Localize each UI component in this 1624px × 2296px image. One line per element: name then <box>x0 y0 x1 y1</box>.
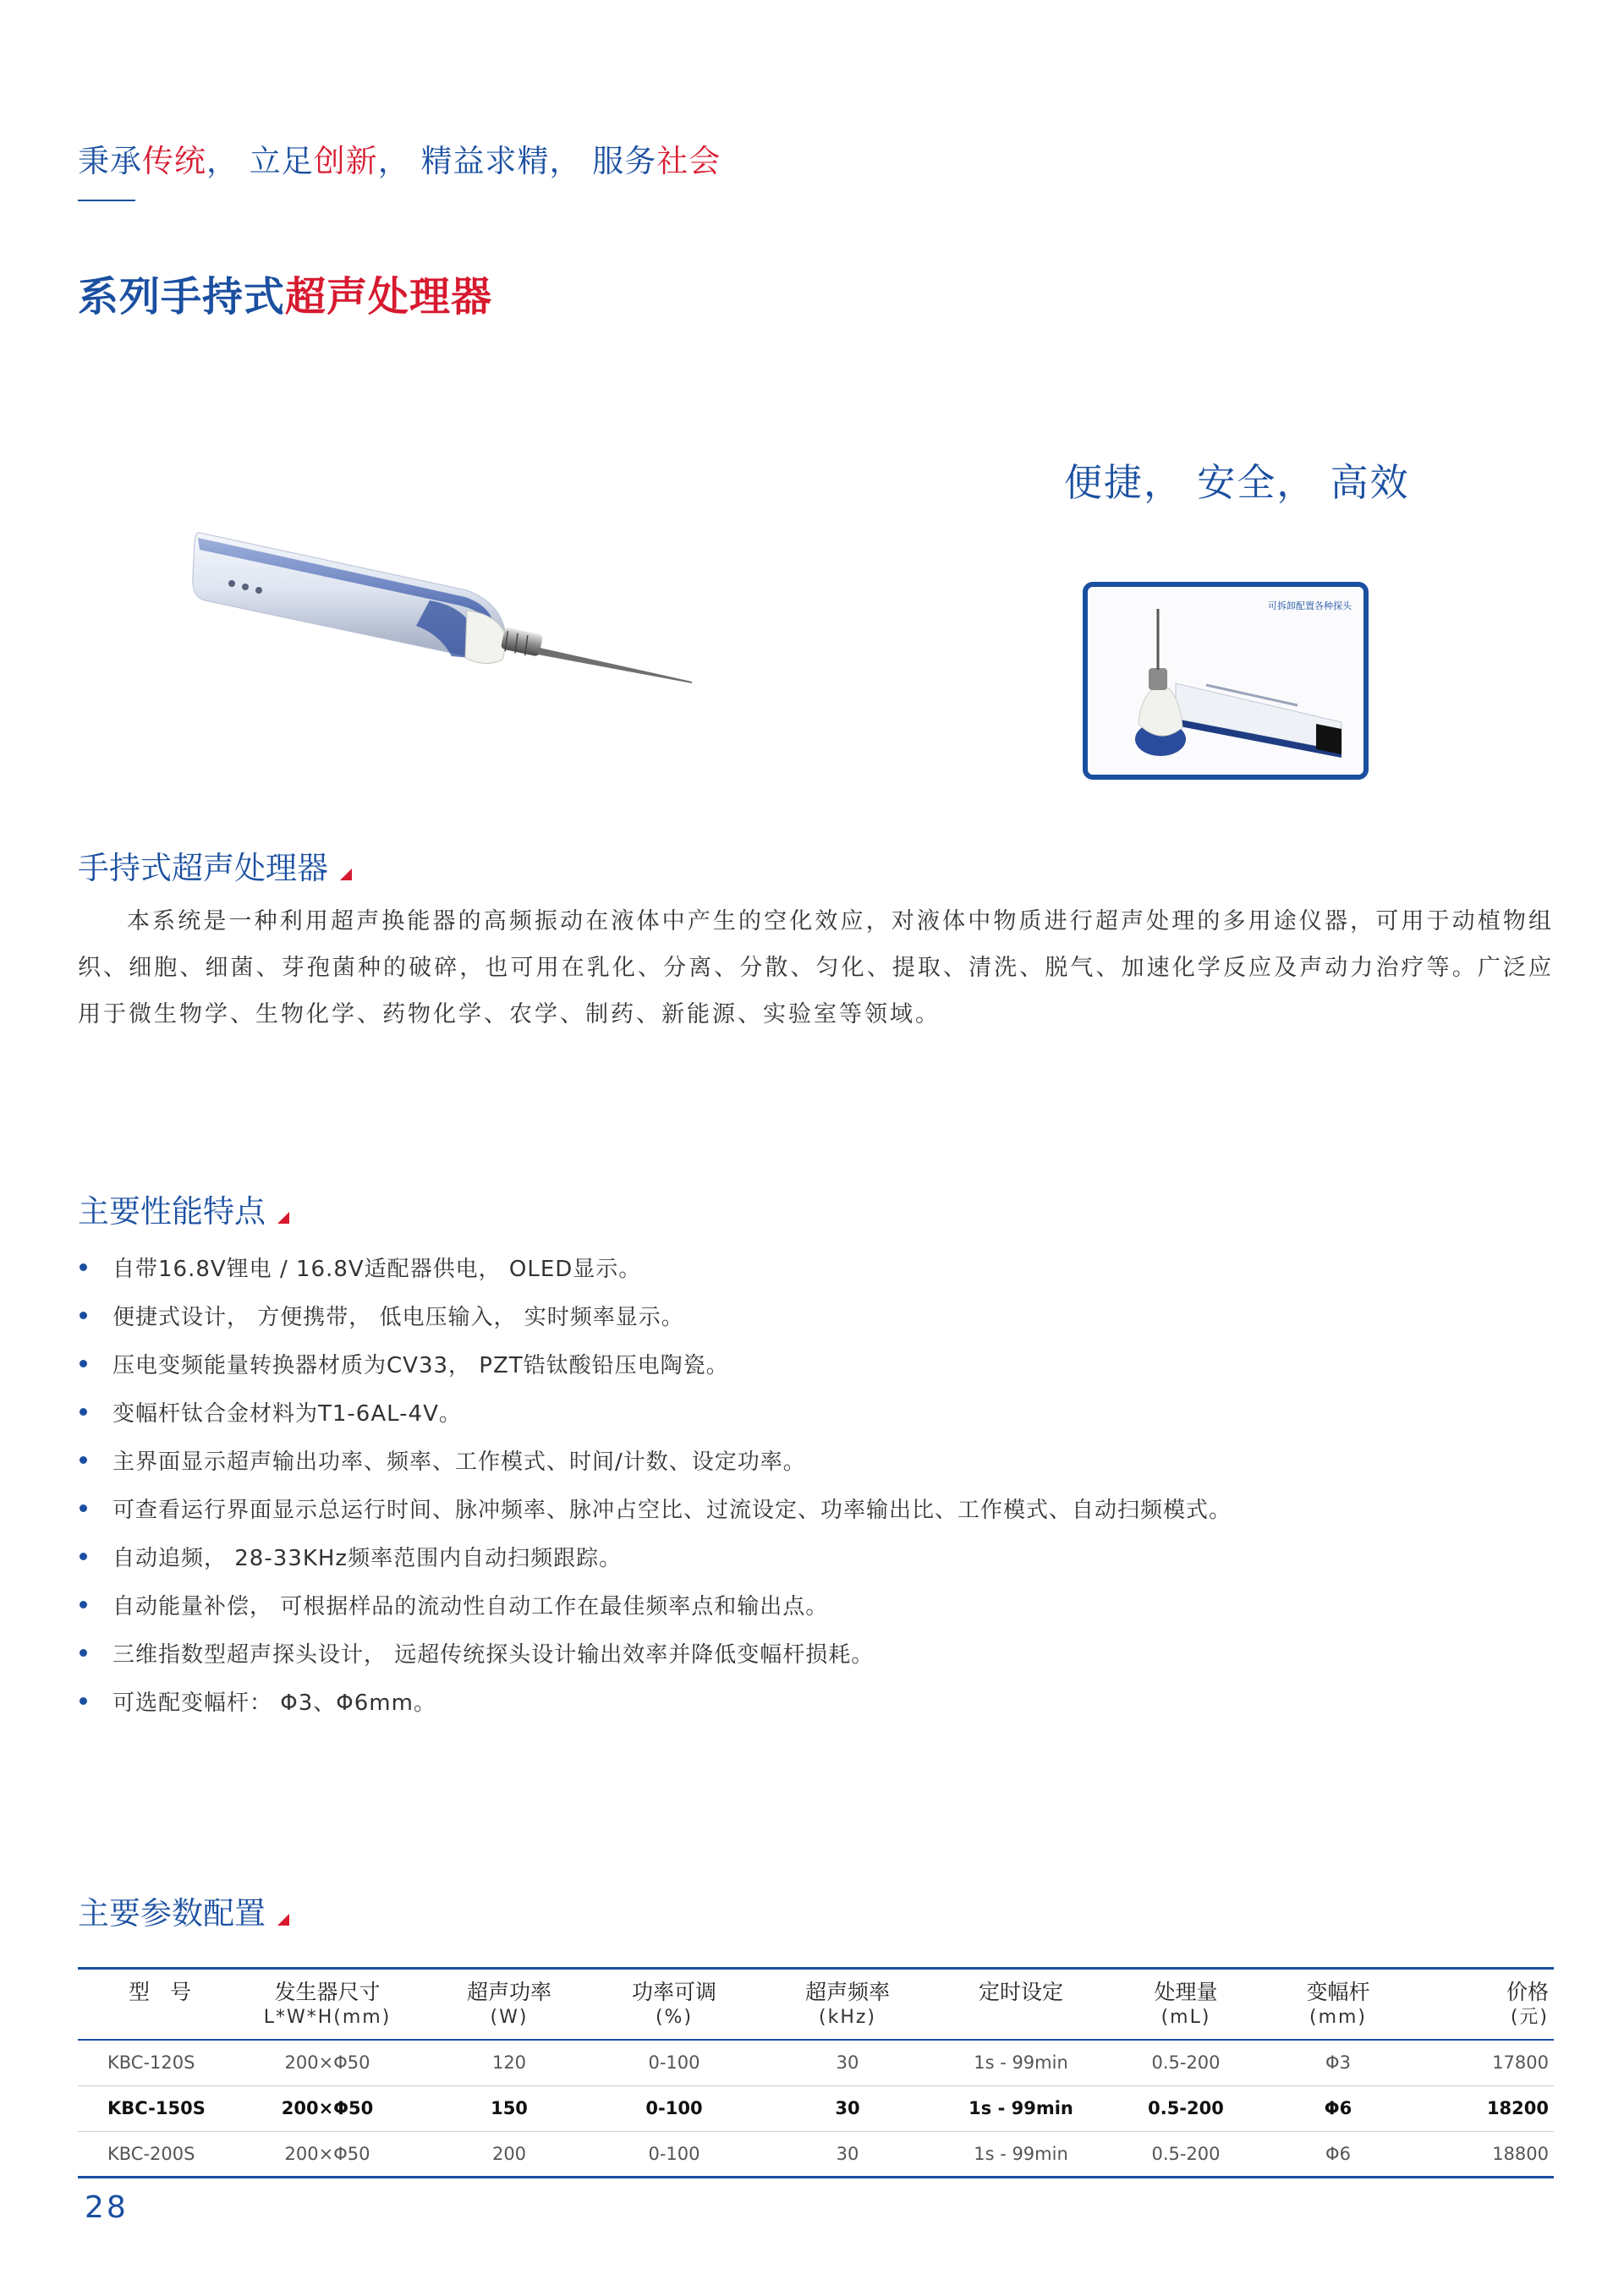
table-cell: 0.5-200 <box>1110 2085 1262 2131</box>
feature-text: 压电变频能量转换器材质为CV33， PZT锆钛酸铅压电陶瓷。 <box>112 1353 729 1378</box>
specs-heading <box>78 1888 289 1933</box>
table-cell: Φ3 <box>1262 2040 1414 2085</box>
red-triangle-icon <box>340 869 352 880</box>
table-cell: 30 <box>763 2131 932 2177</box>
table-cell: KBC-200S <box>78 2131 222 2177</box>
table-cell: KBC-120S <box>78 2040 222 2085</box>
column-header-label: 定时设定 <box>978 1980 1063 2004</box>
product-photo <box>188 516 695 698</box>
bullet-icon <box>80 1601 87 1608</box>
bullet-icon <box>80 1312 87 1319</box>
column-header-label: 处理量 <box>1154 1980 1218 2004</box>
spec-table <box>78 1967 1554 2178</box>
feature-text: 自动追频， 28-33KHz频率范围内自动扫频跟踪。 <box>112 1546 623 1571</box>
intro-heading <box>78 842 352 888</box>
column-header <box>433 1969 585 2041</box>
feature-item <box>78 1340 1516 1388</box>
title-part: 超声处理器 <box>285 273 493 321</box>
table-cell: 0.5-200 <box>1110 2040 1262 2085</box>
column-header-label: 超声功率 <box>466 1980 551 2004</box>
features-list <box>78 1243 1516 1725</box>
inset-photo <box>1095 597 1357 766</box>
column-header-unit: (mm) <box>1309 2007 1368 2028</box>
table-cell: 30 <box>763 2040 932 2085</box>
slogan-part: 传统 <box>142 143 206 179</box>
table-cell: 200×Φ50 <box>222 2040 433 2085</box>
table-cell: 18200 <box>1414 2085 1554 2131</box>
table-cell: 30 <box>763 2085 932 2131</box>
column-header <box>222 1969 433 2041</box>
column-header <box>1414 1969 1554 2041</box>
feature-text: 自动能量补偿， 可根据样品的流动性自动工作在最佳频率点和输出点。 <box>112 1594 829 1619</box>
bullet-icon <box>80 1697 87 1705</box>
specs-heading-text: 主要参数配置 <box>78 1895 266 1932</box>
table-cell: 200 <box>433 2131 585 2177</box>
title-part: 系列手持式 <box>78 273 286 321</box>
column-header-label: 发生器尺寸 <box>274 1980 381 2004</box>
red-triangle-icon <box>277 1914 289 1926</box>
table-cell: 200×Φ50 <box>222 2131 433 2177</box>
table-cell: 0-100 <box>585 2085 763 2131</box>
table-cell: 18800 <box>1414 2131 1554 2177</box>
feature-text: 变幅杆钛合金材料为T1-6AL-4V。 <box>112 1401 462 1427</box>
column-header <box>1110 1969 1262 2041</box>
column-header-label: 功率可调 <box>631 1980 716 2004</box>
column-header <box>1262 1969 1414 2041</box>
slogan-underline <box>78 200 135 201</box>
column-header-unit: L*W*H(mm) <box>263 2007 392 2028</box>
column-header-unit: (kHz) <box>819 2007 876 2028</box>
spec-table-header <box>78 1969 1554 2041</box>
feature-item <box>78 1243 1516 1291</box>
table-cell: 200×Φ50 <box>222 2085 433 2131</box>
inset-caption: 可拆卸配置各种探头 <box>1268 600 1352 611</box>
column-header-unit: (mL) <box>1160 2007 1211 2028</box>
feature-text: 三维指数型超声探头设计， 远超传统探头设计输出效率并降低变幅杆损耗。 <box>112 1642 875 1668</box>
table-cell: 1s - 99min <box>932 2131 1110 2177</box>
bullet-icon <box>80 1504 87 1512</box>
table-cell: 0-100 <box>585 2040 763 2085</box>
feature-text: 便捷式设计， 方便携带， 低电压输入， 实时频率显示。 <box>112 1305 684 1330</box>
tagline: 便捷， 安全， 高效 <box>1064 460 1410 505</box>
feature-text: 可选配变幅杆： Φ3、Φ6mm。 <box>112 1690 436 1716</box>
intro-heading-text: 手持式超声处理器 <box>78 850 328 886</box>
features-heading <box>78 1186 289 1231</box>
table-cell: 150 <box>433 2085 585 2131</box>
table-row <box>78 2131 1554 2177</box>
slogan-part: 秉承 <box>78 143 142 179</box>
table-cell: 0.5-200 <box>1110 2131 1262 2177</box>
bullet-icon <box>80 1263 87 1271</box>
bullet-icon <box>80 1408 87 1416</box>
feature-item <box>78 1388 1516 1436</box>
feature-item <box>78 1629 1516 1677</box>
feature-item <box>78 1436 1516 1484</box>
table-cell: KBC-150S <box>78 2085 222 2131</box>
bullet-icon <box>80 1360 87 1367</box>
column-header-label: 型 号 <box>129 1980 198 2004</box>
feature-item <box>78 1291 1516 1340</box>
slogan-part: ， 立足 <box>206 143 314 179</box>
table-cell: 1s - 99min <box>932 2085 1110 2131</box>
column-header <box>932 1969 1110 2041</box>
table-cell: 120 <box>433 2040 585 2085</box>
column-header <box>78 1969 222 2041</box>
page-title <box>78 264 492 322</box>
table-cell: 17800 <box>1414 2040 1554 2085</box>
feature-item <box>78 1581 1516 1629</box>
column-header <box>585 1969 763 2041</box>
bullet-icon <box>80 1649 87 1657</box>
feature-text: 可查看运行界面显示总运行时间、脉冲频率、脉冲占空比、过流设定、功率输出比、工作模式、自动扫频模式。 <box>112 1498 1232 1523</box>
feature-item <box>78 1677 1516 1725</box>
table-cell: Φ6 <box>1262 2131 1414 2177</box>
column-header-label: 超声频率 <box>804 1980 890 2004</box>
page-number: 28 <box>85 2190 129 2225</box>
bullet-icon <box>80 1456 87 1464</box>
column-header-label: 变幅杆 <box>1306 1980 1370 2004</box>
column-header-unit: (元) <box>1510 2007 1549 2028</box>
column-header <box>763 1969 932 2041</box>
feature-text: 主界面显示超声输出功率、频率、工作模式、时间/计数、设定功率。 <box>112 1449 806 1475</box>
bullet-icon <box>80 1553 87 1560</box>
column-header-label: 价格 <box>1506 1980 1549 2004</box>
column-header-unit: (%) <box>655 2007 694 2028</box>
table-cell: 0-100 <box>585 2131 763 2177</box>
slogan-part: 创新 <box>313 143 378 179</box>
table-row <box>78 2085 1554 2131</box>
slogan <box>78 135 721 181</box>
intro-paragraph: 本系统是一种利用超声换能器的高频振动在液体中产生的空化效应，对液体中物质进行超声处理的多用途仪器，可用于动植物组织、细胞、细菌、芽孢菌种的破碎，也可用在乳化、分离、分散、匀化、提取、清洗、脱气、加速化学反应及声动力治疗等。广泛应用于微生物学、生物化学、药物化学、农学、制药、新能源、实验室等领域。 <box>78 908 1554 1027</box>
table-row <box>78 2040 1554 2085</box>
red-triangle-icon <box>277 1212 289 1224</box>
feature-text: 自带16.8V锂电 / 16.8V适配器供电， OLED显示。 <box>112 1257 642 1282</box>
inset-photo-frame <box>1083 582 1369 780</box>
column-header-unit: (W) <box>490 2007 529 2028</box>
slogan-part: ， 精益求精， 服务 <box>377 143 657 179</box>
features-heading-text: 主要性能特点 <box>78 1193 266 1230</box>
table-cell: 1s - 99min <box>932 2040 1110 2085</box>
feature-item <box>78 1532 1516 1581</box>
table-cell: Φ6 <box>1262 2085 1414 2131</box>
slogan-part: 社会 <box>656 143 721 179</box>
feature-item <box>78 1484 1516 1532</box>
